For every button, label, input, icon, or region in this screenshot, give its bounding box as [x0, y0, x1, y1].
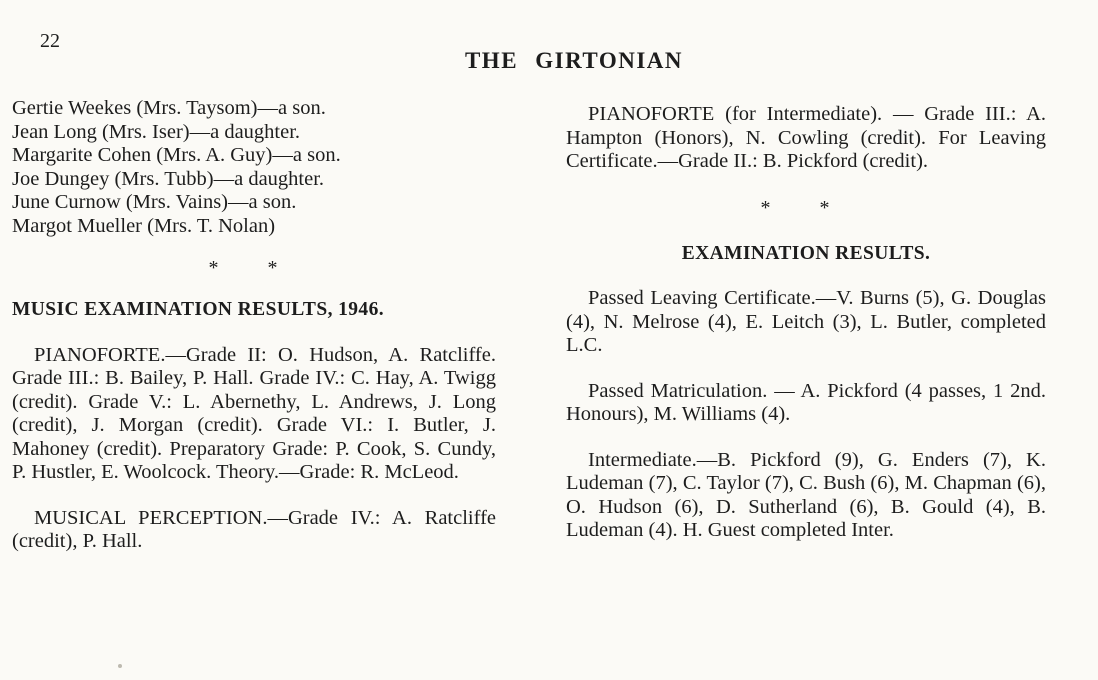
right-column: [566, 103, 1046, 543]
birth-item: Margot Mueller (Mrs. T. Nolan): [12, 214, 276, 237]
musical-perception-results: MUSICAL PERCEPTION.—Grade IV.: A. Ratcliffe (credit), P. Hall.: [12, 506, 496, 552]
birth-item: Joe Dungey (Mrs. Tubb)—a daughter.: [12, 167, 325, 190]
examination-results-heading: EXAMINATION RESULTS.: [681, 242, 931, 264]
music-results-heading: MUSIC EXAMINATION RESULTS, 1946.: [12, 299, 384, 320]
section-separator: * *: [208, 257, 300, 279]
section-separator: * *: [760, 196, 852, 219]
birth-item: Jean Long (Mrs. Iser)—a daughter.: [12, 120, 301, 143]
leaving-certificate-results: Passed Leaving Certificate.—V. Burns (5), G. Douglas (4), N. Melrose (4), E. Leitch (3), L. Butler, completed L.C.: [566, 287, 1046, 356]
pianoforte-intermediate-results: PIANOFORTE (for Intermediate). — Grade III.: A. Hampton (Honors), N. Cowling (credit). For Leaving Certificate.—Grade II.: B. Pickford (credit).: [566, 103, 1046, 172]
page-number: 22: [40, 30, 60, 52]
pianoforte-results: PIANOFORTE.—Grade II: O. Hudson, A. Ratcliffe. Grade III.: B. Bailey, P. Hall. Grade IV.: C. Hay, A. Twigg (credit). Grade V.: L. Abernethy, L. Andrews, J. Long (credit), J. Morgan (credit). Grade VI.: I. Butler, J. Mahoney (credit). Preparatory Grade: P. Cook, S. Cundy, P. Hustler, E. Woolcock. Theory.—Grade: R. McLeod.: [12, 343, 496, 483]
birth-item: June Curnow (Mrs. Vains)—a son.: [12, 191, 297, 213]
left-column: [12, 97, 496, 554]
matriculation-results: Passed Matriculation. — A. Pickford (4 passes, 1 2nd. Honours), M. Williams (4).: [566, 379, 1046, 425]
intermediate-results: Intermediate.—B. Pickford (9), G. Enders (7), K. Ludeman (7), C. Taylor (7), C. Bush (6), M. Chapman (6), O. Hudson (6), D. Sutherland (6), B. Gould (4), B. Ludeman (4). H. Guest completed Inter.: [566, 448, 1046, 541]
paper-speck: [118, 664, 122, 668]
masthead-title: THE GIRTONIAN: [464, 48, 684, 73]
births-list: [12, 97, 496, 238]
birth-item: Gertie Weekes (Mrs. Taysom)—a son.: [12, 97, 326, 119]
birth-item: Margarite Cohen (Mrs. A. Guy)—a son.: [12, 144, 341, 166]
